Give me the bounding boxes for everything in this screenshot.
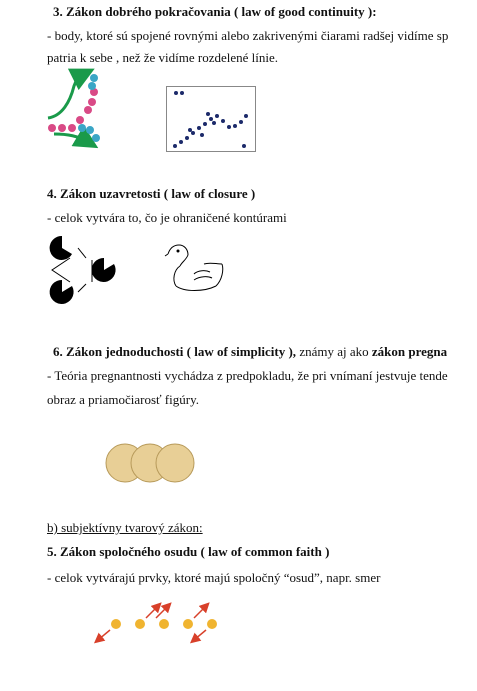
s6-line2: obraz a priamočiarosť figúry. <box>47 392 199 407</box>
simplicity-figure-circles <box>106 442 194 484</box>
continuity-figure-dots <box>166 86 256 152</box>
common-fate-figure <box>94 600 224 646</box>
continuity-figure-crossing <box>44 72 106 148</box>
closure-figure-triangle <box>48 234 118 304</box>
s5-line1: - celok vytvárajú prvky, ktoré majú spoločný “osud”, napr. smer <box>47 570 381 585</box>
s4-heading: 4. Zákon uzavretosti ( law of closure ) <box>47 186 256 201</box>
s6-heading: 6. Zákon jednoduchosti ( law of simplicity ), známy aj ako zákon pregna <box>53 344 448 359</box>
pink-dots <box>48 88 98 132</box>
s4-line1: - celok vytvára to, čo je ohraničené kontúrami <box>47 210 287 225</box>
s5-heading: 5. Zákon spoločného osudu ( law of common faith ) <box>47 544 330 559</box>
s3-line1: - body, ktoré sú spojené rovnými alebo zakrivenými čiarami radšej vidíme sp <box>47 28 449 43</box>
s6-line1: - Teória pregnantnosti vychádza z predpokladu, že pri vnímaní jestvuje tende <box>47 368 448 383</box>
s3-heading: 3. Zákon dobrého pokračovania ( law of good continuity ): <box>53 4 377 19</box>
s3-line2: patria k sebe , než že vidíme rozdelené línie. <box>47 50 279 65</box>
closure-figure-duck <box>164 240 230 296</box>
subjective-subheading: b) subjektívny tvarový zákon: <box>47 520 203 535</box>
